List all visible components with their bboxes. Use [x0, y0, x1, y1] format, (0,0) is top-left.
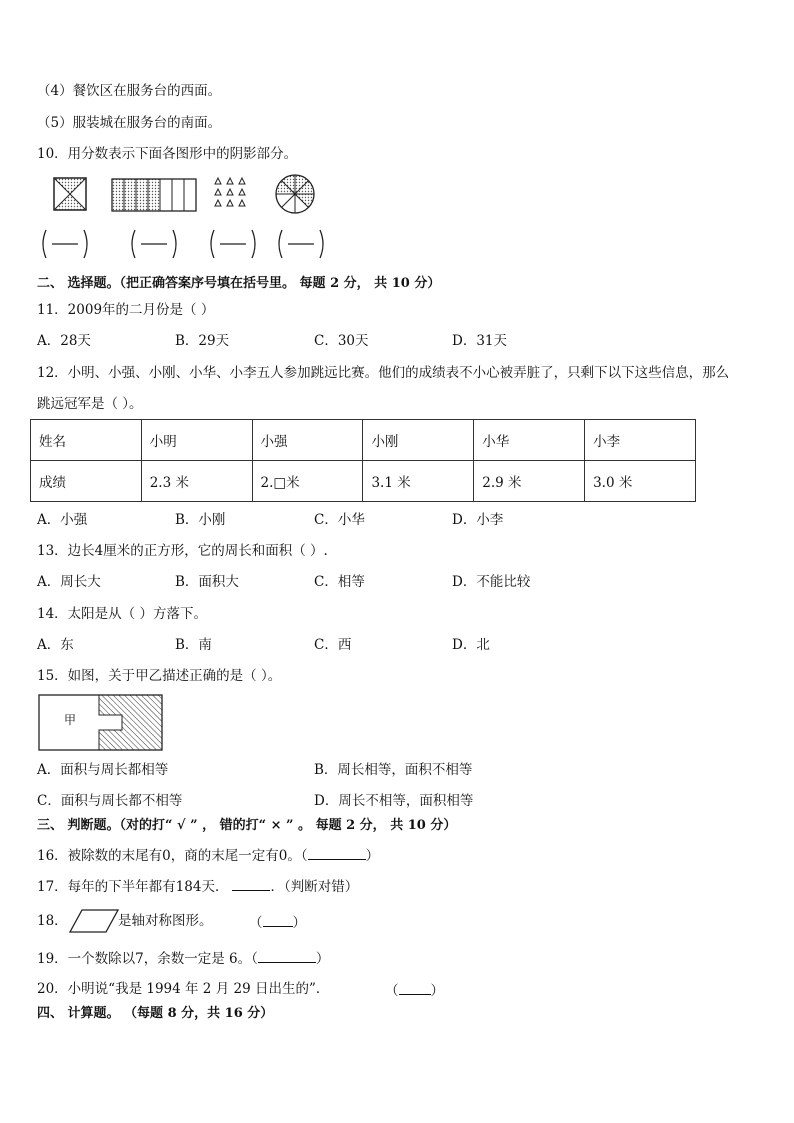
figure-striped-rectangle [112, 179, 196, 211]
q13-prompt: 13．边长4厘米的正方形，它的周长和面积（ ）. [37, 543, 328, 559]
q20-open-paren: （ [385, 983, 399, 999]
q16-close-paren: ） [365, 848, 380, 864]
q14-option-b[interactable]: B．南 [175, 637, 212, 653]
q11-option-c[interactable]: C．30天 [314, 333, 369, 349]
q18-open-paren: （ [249, 915, 263, 931]
q15-figure-label-jia: 甲 [64, 713, 77, 727]
q9-item-5: （5）服装城在服务台的南面。 [37, 115, 222, 131]
q12-option-c[interactable]: C．小华 [314, 512, 365, 528]
q17-answer-blank[interactable] [232, 876, 270, 891]
q9-item-4: （4）餐饮区在服务台的西面。 [37, 83, 222, 99]
q18-close-paren: ） [292, 915, 306, 931]
q19-answer-blank[interactable] [258, 948, 316, 963]
q10-prompt: 10．用分数表示下面各图形中的阴影部分。 [37, 146, 298, 162]
table-cell: 小李 [585, 420, 696, 461]
q14-option-a[interactable]: A．东 [37, 637, 74, 653]
q18-answer [249, 912, 306, 932]
table-cell: 2.3 米 [141, 461, 252, 502]
table-cell: 小强 [252, 420, 363, 461]
q11-option-d[interactable]: D．31天 [452, 333, 508, 349]
q18-prompt [37, 912, 68, 930]
q12-option-a[interactable]: A．小强 [37, 512, 88, 528]
q11-prompt: 11．2009年的二月份是（ ） [37, 302, 215, 318]
parallelogram-icon [68, 908, 120, 934]
q10-answer-brackets [36, 226, 336, 262]
q14-option-d[interactable]: D．北 [452, 637, 490, 653]
q20-prompt: 20．小明说“我是 1994 年 2 月 29 日出生的”． [37, 981, 330, 997]
q15-option-c[interactable]: C．面积与周长都不相等 [37, 793, 183, 809]
table-cell: 2.9 米 [474, 461, 585, 502]
q14-option-c[interactable]: C．西 [314, 637, 352, 653]
table-cell: 姓名 [31, 420, 142, 461]
q13-option-c[interactable]: C．相等 [314, 574, 365, 590]
q15-option-d[interactable]: D．周长不相等，面积相等 [314, 793, 474, 809]
q17-prompt [37, 876, 358, 896]
table-cell: 小华 [474, 420, 585, 461]
q19-close-paren: ） [315, 951, 330, 967]
table-cell: 小明 [141, 420, 252, 461]
q13-option-d[interactable]: D．不能比较 [452, 574, 531, 590]
q11-option-b[interactable]: B．29天 [175, 333, 230, 349]
table-row [31, 420, 696, 461]
q12-option-b[interactable]: B．小刚 [175, 512, 226, 528]
q19-prompt [37, 948, 329, 968]
section-2-title: 二、 选择题。（把正确答案序号填在括号里。 每题 2 分， 共 10 分） [37, 276, 441, 291]
q15-option-b[interactable]: B．周长相等，面积不相等 [314, 762, 473, 778]
q18-answer-blank[interactable] [263, 912, 293, 927]
table-row [31, 461, 696, 502]
table-cell: 成绩 [31, 461, 142, 502]
table-cell: 3.0 米 [585, 461, 696, 502]
q13-option-a[interactable]: A．周长大 [37, 574, 101, 590]
q10-figures [40, 172, 340, 222]
q12-option-d[interactable]: D．小李 [452, 512, 504, 528]
q12-prompt-line1: 12．小明、小强、小刚、小华、小李五人参加跳远比赛。他们的成绩表不小心被弄脏了，只剩下以下这些信息，那么 [37, 365, 730, 381]
q17-suffix: ．（判断对错） [270, 879, 359, 895]
q15-option-a[interactable]: A．面积与周长都相等 [37, 762, 169, 778]
q20-close-paren: ） [430, 983, 444, 999]
q15-figure [38, 694, 164, 752]
q16-answer-blank[interactable] [308, 845, 366, 860]
q16-text: 16．被除数的末尾有0，商的末尾一定有0。（ [37, 848, 308, 864]
q16-prompt [37, 845, 379, 865]
q12-prompt-line2: 跳远冠军是（ ）。 [37, 396, 143, 412]
section-3-title: 三、 判断题。（对的打“ √ ” ， 错的打“ × ” 。 每题 2 分， 共 10 分） [37, 818, 457, 833]
q20-answer-blank[interactable] [399, 980, 431, 995]
section-4-title: 四、 计算题。 （每题 8 分，共 16 分） [37, 1006, 274, 1021]
figure-triangle-grid [215, 178, 245, 206]
figure-square-diagonals [54, 178, 86, 210]
q13-option-b[interactable]: B．面积大 [175, 574, 239, 590]
q14-prompt: 14．太阳是从（ ）方落下。 [37, 606, 207, 622]
q17-text: 17．每年的下半年都有184天． [37, 879, 229, 895]
q18-text: 是轴对称图形。 [118, 913, 213, 929]
figure-circle-sectors [276, 175, 314, 213]
q15-prompt: 15．如图，关于甲乙描述正确的是（ ）。 [37, 668, 282, 684]
score-table [30, 419, 696, 502]
table-cell: 小刚 [363, 420, 474, 461]
q18-number: 18． [37, 913, 68, 929]
q20-answer [385, 980, 444, 1000]
table-cell: 3.1 米 [363, 461, 474, 502]
table-cell: 2.□米 [252, 461, 363, 502]
q19-text: 19．一个数除以7，余数一定是 6。（ [37, 951, 258, 967]
q11-option-a[interactable]: A．28天 [37, 333, 91, 349]
